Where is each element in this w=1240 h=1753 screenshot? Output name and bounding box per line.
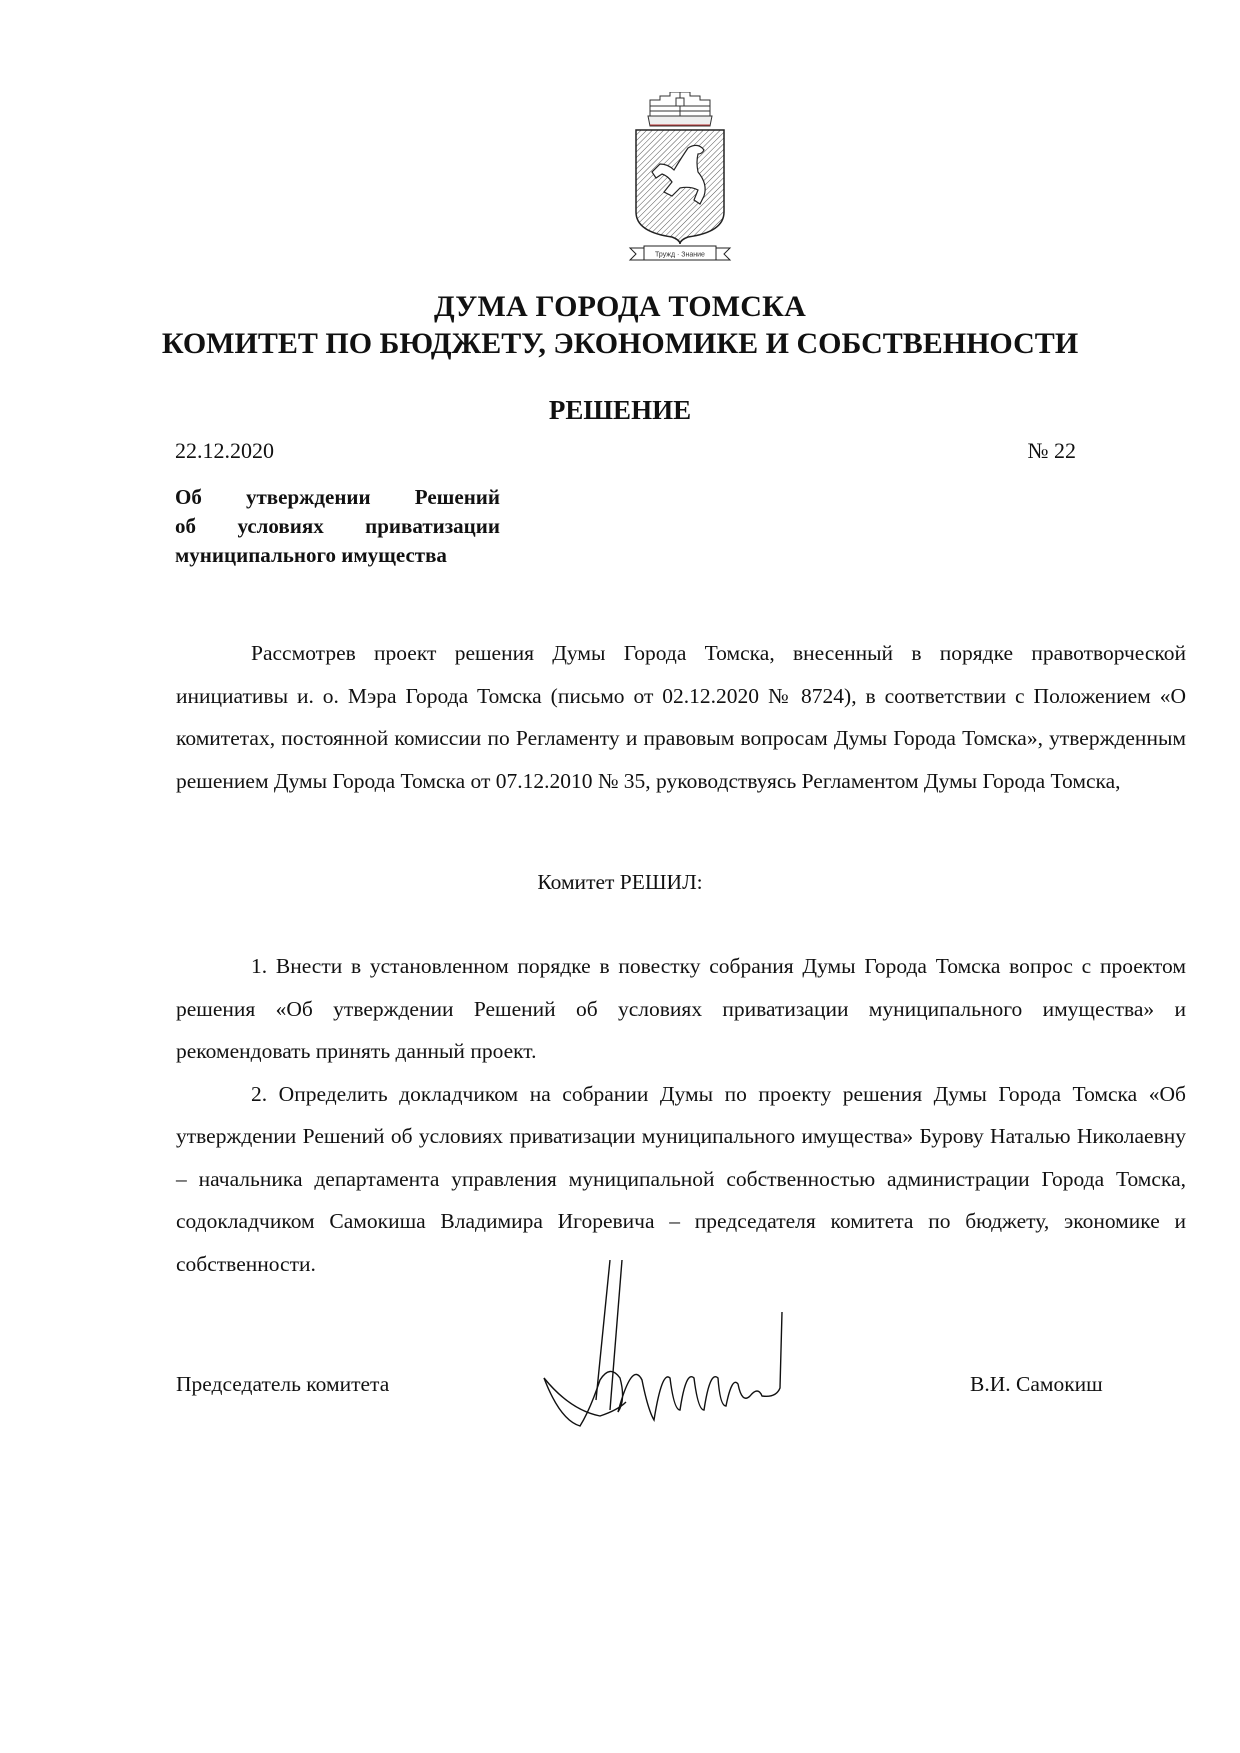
preamble-section [176, 632, 1186, 802]
resolution-item: 1. Внести в установленном порядке в повестку собрания Думы Города Томска вопрос с проектом решения «Об утверждении Решений об условиях приватизации муниципального имущества» и рекомендовать принять данный проект. [176, 954, 1186, 1063]
document-date: 22.12.2020 [175, 438, 274, 463]
document-subject [175, 483, 500, 570]
preamble-paragraph: Рассмотрев проект решения Думы Города Томска, внесенный в порядке правотворческой инициативы и. о. Мэра Города Томска (письмо от 02.12.2020 № 8724), в соответствии с Положением «О комитетах, постоянной комиссии по Регламенту и правовым вопросам Думы Города Томска», утвержденным решением Думы Города Томска от 07.12.2010 № 35, руководствуясь Регламентом Думы Города Томска, [176, 641, 1186, 793]
subject-line: Об утверждении Решений [175, 485, 500, 509]
document-number: № 22 [1027, 438, 1076, 463]
resolution-item: 2. Определить докладчиком на собрании Думы по проекту решения Думы Города Томска «Об утверждении Решений об условиях приватизации муниципального имущества» Бурову Наталью Николаевну – начальника департамента управления муниципальной собственностью администрации Города Томска, содокладчиком Самокиша Владимира Игоревича – председателя комитета по бюджету, экономике и собственности. [176, 1081, 1186, 1276]
organization-title: ДУМА ГОРОДА ТОМСКА [434, 290, 806, 323]
subject-line: об условиях приватизации [175, 514, 500, 538]
tomsk-coat-of-arms-icon [628, 92, 732, 264]
handwritten-signature-icon [530, 1260, 870, 1450]
subject-line: муниципального имущества [175, 543, 447, 567]
resolution-items [176, 945, 1186, 1285]
document-type-title: РЕШЕНИЕ [548, 395, 692, 425]
signatory-name: В.И. Самокиш [970, 1372, 1103, 1396]
svg-text:Тружд · Знание: Тружд · Знание [655, 251, 705, 259]
coat-of-arms-emblem [628, 92, 732, 264]
signatory-role: Председатель комитета [176, 1372, 390, 1396]
resolved-heading: Комитет РЕШИЛ: [537, 870, 703, 894]
committee-title: КОМИТЕТ ПО БЮДЖЕТУ, ЭКОНОМИКЕ И СОБСТВЕННОСТИ [161, 327, 1079, 360]
